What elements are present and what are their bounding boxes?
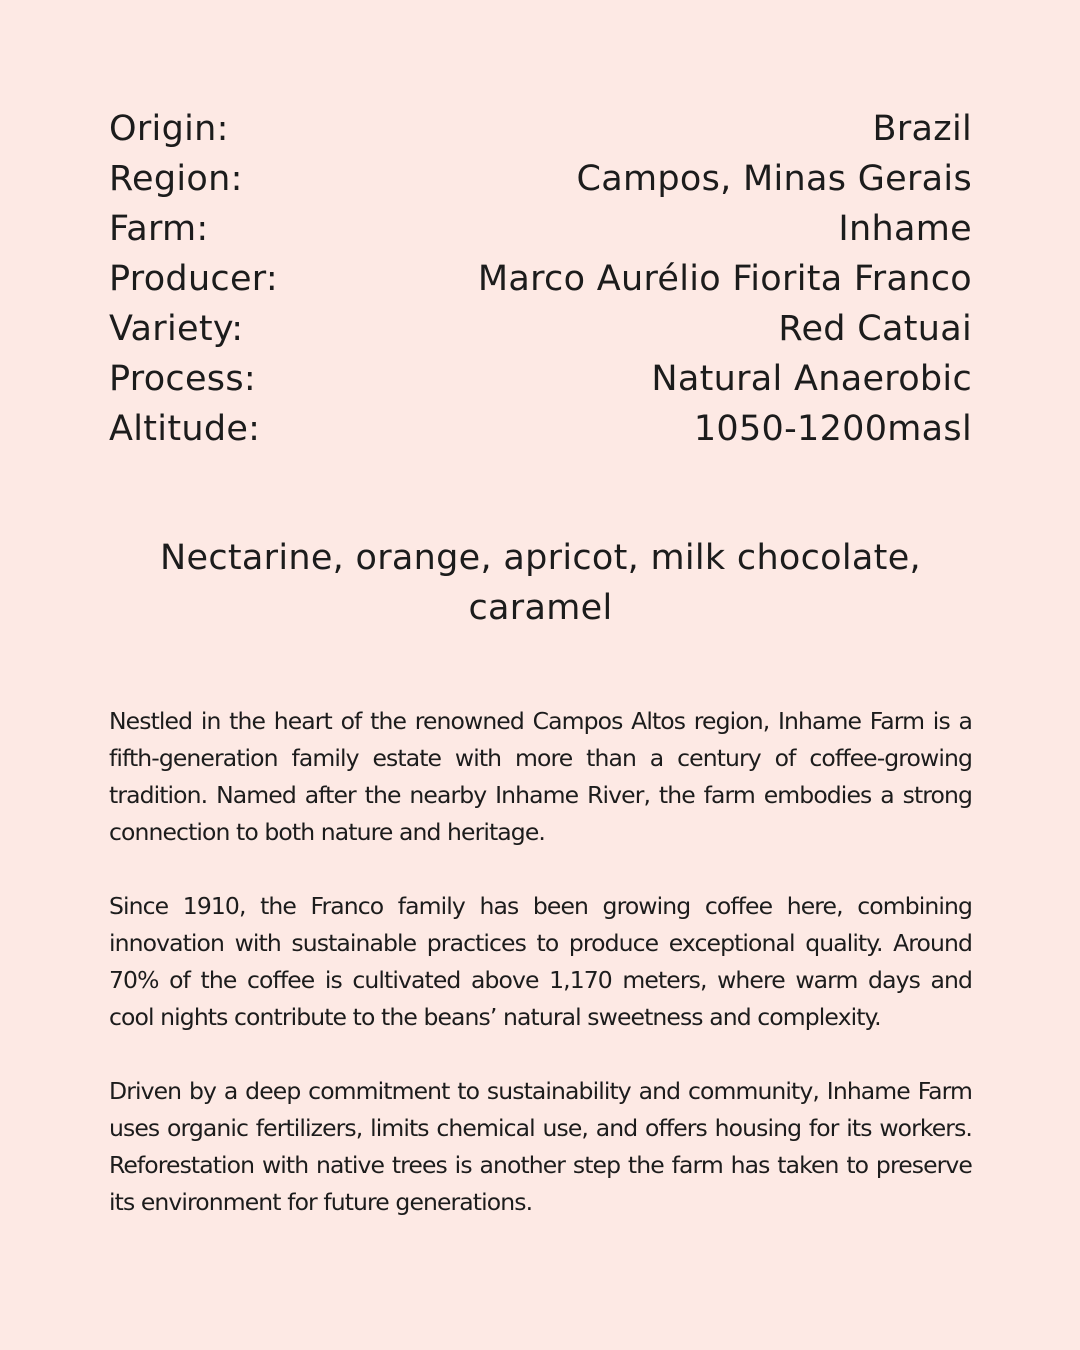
farm-story bbox=[109, 703, 972, 1221]
spec-value: Campos, Minas Gerais bbox=[576, 159, 972, 199]
spec-value: Natural Anaerobic bbox=[651, 359, 972, 399]
spec-label: Variety: bbox=[109, 309, 244, 349]
story-paragraph: Since 1910, the Franco family has been growing coffee here, combining innovation with sustainable practices to produce exceptional quality. Around 70% of the coffee is cultivated above 1,170 meters, where warm days and cool nights contribute to the beans’ natural sweetness and complexity. bbox=[109, 892, 972, 1031]
spec-row-producer bbox=[109, 254, 972, 304]
spec-row-process bbox=[109, 354, 972, 404]
story-paragraph: Driven by a deep commitment to sustainability and community, Inhame Farm uses organic fertilizers, limits chemical use, and offers housing for its workers. Reforestation with native trees is another step the farm has taken to preserve its environment for future generations. bbox=[109, 1077, 972, 1216]
spec-label: Altitude: bbox=[109, 409, 261, 449]
coffee-info-card bbox=[109, 104, 972, 1258]
spec-value: Brazil bbox=[872, 109, 972, 149]
spec-row-variety bbox=[109, 304, 972, 354]
tasting-notes: Nectarine, orange, apricot, milk chocolate, caramel bbox=[160, 538, 921, 628]
spec-row-farm bbox=[109, 204, 972, 254]
spec-value: Red Catuai bbox=[778, 309, 972, 349]
spec-label: Region: bbox=[109, 159, 243, 199]
story-paragraph: Nestled in the heart of the renowned Campos Altos region, Inhame Farm is a fifth-generation family estate with more than a century of coffee-growing tradition. Named after the nearby Inhame River, the farm embodies a strong connection to both nature and heritage. bbox=[109, 707, 972, 846]
spec-row-altitude bbox=[109, 404, 972, 454]
spec-row-region bbox=[109, 154, 972, 204]
spec-label: Producer: bbox=[109, 259, 278, 299]
spec-row-origin bbox=[109, 104, 972, 154]
spec-table bbox=[109, 104, 972, 454]
spec-value: Marco Aurélio Fiorita Franco bbox=[477, 259, 972, 299]
spec-label: Farm: bbox=[109, 209, 209, 249]
spec-value: 1050-1200masl bbox=[693, 409, 972, 449]
spec-label: Process: bbox=[109, 359, 256, 399]
spec-value: Inhame bbox=[838, 209, 972, 249]
spec-label: Origin: bbox=[109, 109, 229, 149]
